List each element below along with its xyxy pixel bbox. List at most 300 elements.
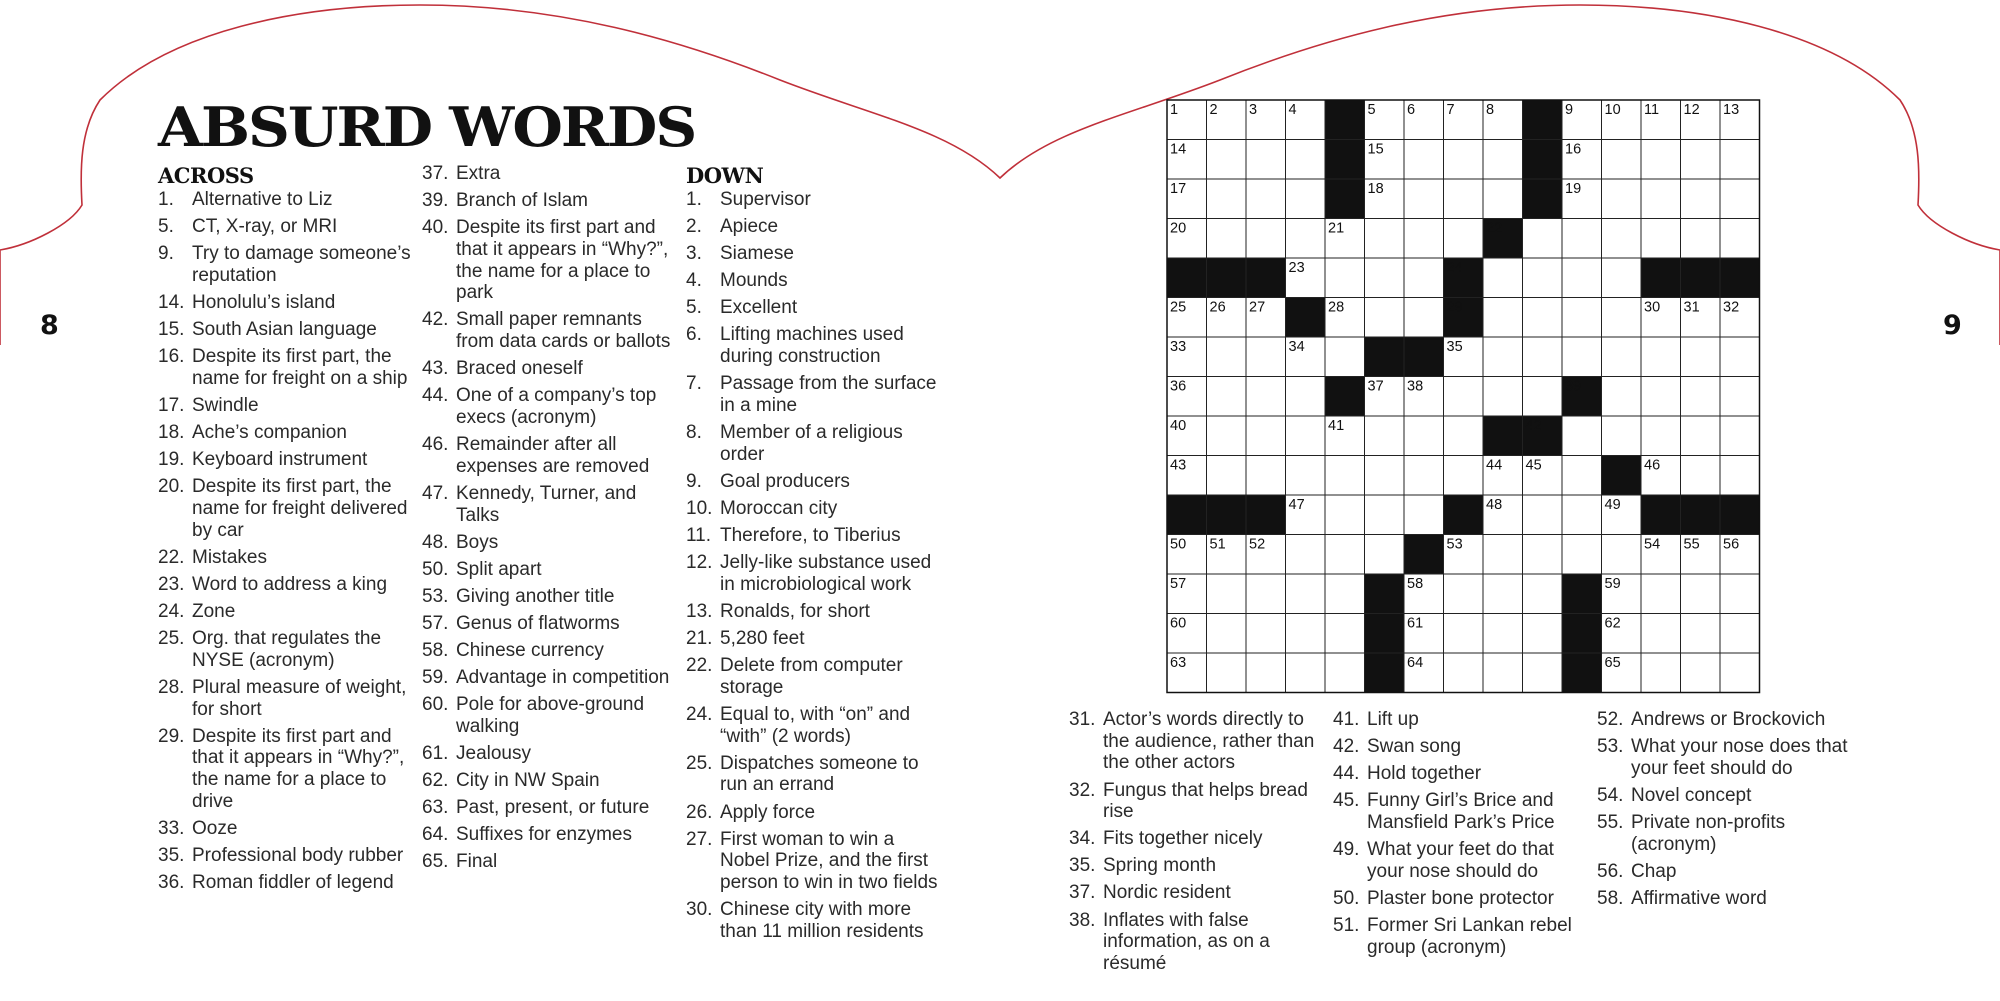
clue-number: 26.: [686, 801, 713, 823]
grid-block: [1720, 258, 1760, 298]
clue-number: 7.: [686, 373, 702, 395]
grid-cell[interactable]: [1444, 377, 1484, 417]
grid-cell[interactable]: [1207, 140, 1247, 180]
across-clue: [422, 797, 682, 819]
cell-number: 3: [1249, 102, 1258, 118]
grid-cell[interactable]: [1286, 219, 1326, 259]
clue-number: 33.: [158, 817, 185, 839]
grid-cell[interactable]: [1246, 614, 1286, 654]
grid-cell[interactable]: [1365, 298, 1405, 338]
grid-cell[interactable]: [1523, 377, 1563, 417]
clue-number: 36.: [158, 872, 185, 894]
grid-cell[interactable]: [1404, 140, 1444, 180]
cell-number: 36: [1170, 378, 1187, 395]
across-column-1: [158, 163, 418, 899]
grid-cell[interactable]: [1365, 416, 1405, 456]
clue-number: 61.: [422, 743, 449, 765]
grid-cell[interactable]: [1483, 653, 1523, 693]
grid-cell[interactable]: [1325, 258, 1365, 298]
clue-number: 48.: [422, 531, 449, 553]
clue-number: 53.: [1597, 736, 1624, 758]
cell-number: 1: [1170, 102, 1179, 118]
grid-cell[interactable]: [1444, 614, 1484, 654]
clue-number: 59.: [422, 667, 449, 689]
grid-cell[interactable]: [1602, 258, 1642, 298]
clue-text: Dispatches someone to run an errand: [720, 752, 919, 796]
grid-cell[interactable]: [1523, 337, 1563, 377]
grid-cell[interactable]: [1207, 456, 1247, 496]
grid-cell[interactable]: [1483, 298, 1523, 338]
down-column-2: [1069, 709, 1329, 980]
clue-text: Therefore, to Tiberius: [720, 525, 901, 547]
grid-cell[interactable]: [1286, 416, 1326, 456]
clue-text: Advantage in competition: [456, 667, 670, 689]
cell-number: 14: [1170, 141, 1187, 158]
grid-cell[interactable]: [1681, 456, 1721, 496]
grid-block: [1641, 495, 1681, 535]
grid-block: [1365, 653, 1405, 693]
grid-cell[interactable]: [1444, 653, 1484, 693]
grid-cell[interactable]: [1365, 495, 1405, 535]
cell-number: 44: [1486, 457, 1503, 474]
grid-cell[interactable]: [1404, 258, 1444, 298]
grid-cell[interactable]: [1720, 614, 1760, 654]
grid-cell[interactable]: [1207, 179, 1247, 219]
clue-text: Remainder after all expenses are removed: [456, 434, 650, 477]
crossword-grid[interactable]: [1166, 99, 1761, 694]
cell-number: 15: [1367, 141, 1384, 158]
clue-text: Fungus that helps bread rise: [1103, 779, 1308, 823]
clue-text: Plural measure of weight, for short: [192, 676, 407, 720]
clue-text: Final: [456, 851, 498, 873]
clue-number: 17.: [158, 394, 185, 416]
grid-cell[interactable]: [1641, 574, 1681, 614]
grid-cell[interactable]: [1641, 377, 1681, 417]
clue-text: Private non-profits (acronym): [1631, 811, 1786, 855]
across-clue: [422, 483, 682, 526]
clue-number: 28.: [158, 676, 185, 698]
grid-block: [1681, 258, 1721, 298]
grid-cell[interactable]: [1246, 377, 1286, 417]
grid-cell[interactable]: [1681, 219, 1721, 259]
clue-text: Funny Girl’s Brice and Mansfield Park’s Price: [1367, 790, 1555, 833]
grid-cell[interactable]: [1286, 179, 1326, 219]
clue-number: 40.: [422, 217, 449, 239]
grid-cell[interactable]: [1562, 535, 1602, 575]
grid-cell[interactable]: [1681, 179, 1721, 219]
down-clue: [686, 270, 946, 292]
across-clue: [158, 872, 418, 894]
cell-number: 34: [1288, 339, 1305, 355]
clue-number: 44.: [1333, 763, 1360, 785]
cell-number: 29: [1446, 299, 1463, 316]
clue-number: 34.: [1069, 828, 1096, 850]
grid-cell[interactable]: [1681, 337, 1721, 377]
cell-number: 5: [1367, 102, 1376, 118]
clue-number: 12.: [686, 552, 713, 574]
down-clue: [686, 753, 946, 796]
grid-cell[interactable]: [1404, 219, 1444, 259]
cell-number: 35: [1446, 339, 1463, 355]
grid-cell[interactable]: [1602, 179, 1642, 219]
grid-cell[interactable]: [1720, 456, 1760, 496]
grid-block: [1246, 495, 1286, 535]
across-clue: [158, 319, 418, 341]
cell-number: 31: [1683, 299, 1700, 316]
grid-cell[interactable]: [1404, 298, 1444, 338]
across-clue: [422, 743, 682, 765]
clue-text: Branch of Islam: [456, 190, 588, 212]
grid-cell[interactable]: [1325, 495, 1365, 535]
grid-cell[interactable]: [1562, 219, 1602, 259]
down-clue: [686, 471, 946, 493]
across-clue: [158, 845, 418, 867]
clue-number: 43.: [422, 358, 449, 380]
grid-cell[interactable]: [1365, 535, 1405, 575]
grid-cell[interactable]: [1286, 140, 1326, 180]
grid-cell[interactable]: [1246, 574, 1286, 614]
clue-number: 58.: [1597, 887, 1624, 909]
grid-cell[interactable]: [1602, 337, 1642, 377]
cell-number: 52: [1249, 536, 1266, 553]
down-clue: [686, 324, 946, 367]
grid-cell[interactable]: [1602, 298, 1642, 338]
cell-number: 22: [1486, 220, 1503, 237]
grid-cell[interactable]: [1602, 377, 1642, 417]
clue-text: Hold together: [1367, 763, 1482, 785]
cell-number: 48: [1486, 497, 1503, 513]
grid-cell[interactable]: [1562, 258, 1602, 298]
across-clue: [158, 818, 418, 840]
grid-cell[interactable]: [1681, 574, 1721, 614]
grid-cell[interactable]: [1246, 653, 1286, 693]
grid-cell[interactable]: [1444, 140, 1484, 180]
grid-cell[interactable]: [1523, 298, 1563, 338]
clue-text: Split apart: [456, 558, 542, 580]
clue-number: 56.: [1597, 860, 1624, 882]
grid-cell[interactable]: [1246, 140, 1286, 180]
clue-text: Honolulu’s island: [192, 291, 336, 313]
clue-text: Former Sri Lankan rebel group (acronym): [1367, 914, 1572, 958]
clue-text: Ache’s companion: [192, 422, 347, 444]
down-clue: [1333, 763, 1593, 785]
grid-cell[interactable]: [1444, 574, 1484, 614]
grid-cell[interactable]: [1483, 535, 1523, 575]
clue-number: 5.: [686, 297, 702, 319]
across-clue: [158, 547, 418, 569]
grid-cell[interactable]: [1246, 337, 1286, 377]
grid-cell[interactable]: [1523, 574, 1563, 614]
grid-cell[interactable]: [1404, 416, 1444, 456]
clue-text: Spring month: [1103, 855, 1217, 877]
grid-cell[interactable]: [1286, 614, 1326, 654]
grid-cell[interactable]: [1720, 416, 1760, 456]
across-clue: [422, 640, 682, 662]
down-clue: [1597, 888, 1857, 910]
grid-block: [1365, 337, 1405, 377]
clue-number: 65.: [422, 851, 449, 873]
grid-block: [1325, 179, 1365, 219]
grid-block: [1641, 258, 1681, 298]
grid-cell[interactable]: [1444, 219, 1484, 259]
across-clue: [158, 189, 418, 211]
down-clue: [1069, 910, 1329, 975]
cell-number: 18: [1367, 181, 1384, 197]
grid-cell[interactable]: [1246, 179, 1286, 219]
across-clue: [422, 694, 682, 737]
grid-cell[interactable]: [1365, 456, 1405, 496]
grid-cell[interactable]: [1720, 179, 1760, 219]
clue-number: 63.: [422, 797, 449, 819]
cell-number: 53: [1446, 536, 1463, 553]
grid-cell[interactable]: [1720, 337, 1760, 377]
grid-cell[interactable]: [1207, 377, 1247, 417]
across-clue: [422, 385, 682, 428]
grid-cell[interactable]: [1523, 258, 1563, 298]
grid-cell[interactable]: [1404, 495, 1444, 535]
clue-text: Mistakes: [192, 546, 267, 568]
clue-text: Equal to, with “on” and “with” (2 words): [720, 703, 911, 747]
clue-number: 23.: [158, 573, 185, 595]
grid-cell[interactable]: [1246, 416, 1286, 456]
clue-text: Despite its first part, the name for freight on a ship: [192, 346, 408, 389]
grid-cell[interactable]: [1207, 337, 1247, 377]
cell-number: 25: [1170, 299, 1187, 316]
grid-cell[interactable]: [1602, 219, 1642, 259]
clue-text: Swan song: [1367, 736, 1462, 758]
down-clue: [686, 829, 946, 894]
grid-block: [1207, 258, 1247, 298]
clue-number: 11.: [686, 525, 712, 547]
grid-cell[interactable]: [1483, 140, 1523, 180]
grid-cell[interactable]: [1286, 456, 1326, 496]
clue-number: 6.: [686, 324, 702, 346]
down-column-3: [1333, 709, 1593, 964]
cell-number: 20: [1170, 220, 1187, 237]
grid-cell[interactable]: [1246, 456, 1286, 496]
clue-number: 41.: [1333, 709, 1360, 730]
grid-cell[interactable]: [1720, 377, 1760, 417]
grid-cell[interactable]: [1444, 456, 1484, 496]
clue-text: Lift up: [1367, 709, 1419, 730]
grid-block: [1562, 653, 1602, 693]
down-clue: [686, 601, 946, 623]
grid-block: [1562, 614, 1602, 654]
clue-text: South Asian language: [192, 319, 377, 341]
cell-number: 42: [1525, 418, 1542, 434]
down-clue: [686, 655, 946, 698]
grid-cell[interactable]: [1325, 337, 1365, 377]
grid-cell[interactable]: [1641, 219, 1681, 259]
cell-number: 33: [1170, 339, 1187, 355]
grid-cell[interactable]: [1641, 614, 1681, 654]
clue-number: 19.: [158, 449, 185, 471]
across-clue: [422, 851, 682, 873]
grid-cell[interactable]: [1681, 614, 1721, 654]
cell-number: 51: [1209, 536, 1226, 553]
down-clue: [686, 498, 946, 520]
cell-number: 43: [1170, 457, 1187, 474]
clue-text: Roman fiddler of legend: [192, 872, 394, 894]
grid-cell[interactable]: [1325, 653, 1365, 693]
grid-cell[interactable]: [1641, 653, 1681, 693]
grid-cell[interactable]: [1720, 653, 1760, 693]
grid-cell[interactable]: [1562, 416, 1602, 456]
grid-cell[interactable]: [1523, 495, 1563, 535]
cell-number: 56: [1723, 536, 1740, 553]
cell-number: 37: [1367, 378, 1384, 395]
grid-cell[interactable]: [1207, 219, 1247, 259]
grid-cell[interactable]: [1246, 219, 1286, 259]
grid-cell[interactable]: [1641, 140, 1681, 180]
down-clue: [1069, 709, 1329, 774]
across-clue: [422, 824, 682, 846]
clue-number: 49.: [1333, 839, 1360, 861]
grid-cell[interactable]: [1207, 614, 1247, 654]
grid-cell[interactable]: [1207, 574, 1247, 614]
down-clue: [1597, 785, 1857, 807]
clue-number: 9.: [686, 470, 702, 492]
clue-number: 15.: [158, 319, 185, 341]
grid-cell[interactable]: [1602, 535, 1642, 575]
clue-text: City in NW Spain: [456, 770, 600, 792]
down-clue: [686, 216, 946, 238]
grid-cell[interactable]: [1207, 653, 1247, 693]
grid-cell[interactable]: [1325, 614, 1365, 654]
clue-number: 25.: [686, 752, 713, 774]
grid-block: [1720, 495, 1760, 535]
grid-cell[interactable]: [1641, 179, 1681, 219]
clue-number: 24.: [686, 703, 713, 725]
cell-number: 55: [1683, 536, 1700, 553]
cell-number: 7: [1446, 102, 1455, 118]
clue-number: 35.: [1069, 855, 1096, 877]
grid-cell[interactable]: [1483, 377, 1523, 417]
clue-text: Small paper remnants from data cards or ballots: [456, 309, 671, 353]
grid-cell[interactable]: [1286, 535, 1326, 575]
across-clue: [422, 770, 682, 792]
grid-cell[interactable]: [1325, 456, 1365, 496]
grid-cell[interactable]: [1562, 337, 1602, 377]
grid-cell[interactable]: [1523, 614, 1563, 654]
grid-cell[interactable]: [1720, 574, 1760, 614]
clue-text: Alternative to Liz: [192, 189, 333, 210]
across-clue: [422, 586, 682, 608]
grid-cell[interactable]: [1286, 377, 1326, 417]
grid-cell[interactable]: [1483, 337, 1523, 377]
clue-text: One of a company’s top execs (acronym): [456, 385, 657, 428]
grid-cell[interactable]: [1286, 653, 1326, 693]
grid-cell[interactable]: [1404, 456, 1444, 496]
grid-block: [1444, 495, 1484, 535]
clue-number: 38.: [1069, 909, 1096, 931]
grid-cell[interactable]: [1681, 416, 1721, 456]
grid-cell[interactable]: [1720, 140, 1760, 180]
grid-cell[interactable]: [1483, 614, 1523, 654]
clue-text: Lifting machines used during construction: [720, 324, 904, 368]
clue-text: Chap: [1631, 860, 1677, 882]
grid-cell[interactable]: [1562, 456, 1602, 496]
grid-cell[interactable]: [1681, 377, 1721, 417]
clue-number: 30.: [686, 899, 713, 921]
grid-cell[interactable]: [1681, 140, 1721, 180]
clue-number: 58.: [422, 640, 449, 662]
grid-cell[interactable]: [1444, 416, 1484, 456]
grid-cell[interactable]: [1641, 337, 1681, 377]
grid-cell[interactable]: [1444, 179, 1484, 219]
grid-cell[interactable]: [1641, 416, 1681, 456]
grid-cell[interactable]: [1325, 535, 1365, 575]
grid-cell[interactable]: [1325, 574, 1365, 614]
down-clue: [1597, 736, 1857, 779]
grid-cell[interactable]: [1720, 219, 1760, 259]
grid-cell[interactable]: [1404, 179, 1444, 219]
clue-text: Nordic resident: [1103, 882, 1231, 904]
grid-cell[interactable]: [1365, 219, 1405, 259]
grid-cell[interactable]: [1562, 495, 1602, 535]
clue-text: Pole for above-ground walking: [456, 694, 645, 737]
clue-text: First woman to win a Nobel Prize, and the first person to win in two fields: [720, 828, 938, 894]
clue-text: Passage from the surface in a mine: [720, 373, 937, 416]
clue-text: Apply force: [720, 801, 816, 823]
grid-cell[interactable]: [1681, 653, 1721, 693]
grid-block: [1562, 574, 1602, 614]
down-clue: [686, 802, 946, 824]
grid-cell[interactable]: [1602, 416, 1642, 456]
clue-number: 13.: [686, 600, 713, 622]
grid-cell[interactable]: [1523, 653, 1563, 693]
cell-number: 32: [1723, 299, 1740, 316]
clue-text: Chinese currency: [456, 640, 604, 662]
cell-number: 61: [1407, 615, 1424, 632]
grid-cell[interactable]: [1483, 574, 1523, 614]
across-clue: [158, 243, 418, 286]
grid-cell[interactable]: [1286, 574, 1326, 614]
grid-cell[interactable]: [1523, 535, 1563, 575]
grid-block: [1483, 416, 1523, 456]
clue-text: Novel concept: [1631, 784, 1752, 806]
down-clue: [1069, 828, 1329, 850]
grid-cell[interactable]: [1365, 258, 1405, 298]
grid-cell[interactable]: [1523, 219, 1563, 259]
grid-cell[interactable]: [1602, 140, 1642, 180]
grid-cell[interactable]: [1483, 179, 1523, 219]
down-clue: [686, 552, 946, 595]
clue-number: 51.: [1333, 914, 1360, 936]
clue-text: Jealousy: [456, 743, 531, 765]
clue-number: 22.: [686, 655, 713, 677]
clue-number: 47.: [422, 482, 449, 504]
clue-text: Chinese city with more than 11 million residents: [720, 899, 924, 942]
clue-text: Mounds: [720, 270, 788, 292]
clue-number: 10.: [686, 497, 713, 519]
across-clue: [158, 216, 418, 238]
clue-text: What your feet do that your nose should do: [1367, 839, 1554, 882]
clue-number: 4.: [686, 270, 702, 292]
cell-number: 23: [1288, 260, 1305, 276]
clue-number: 57.: [422, 612, 449, 634]
grid-cell[interactable]: [1562, 298, 1602, 338]
grid-cell[interactable]: [1207, 416, 1247, 456]
grid-block: [1246, 258, 1286, 298]
cell-number: 10: [1604, 102, 1621, 118]
clue-text: Extra: [456, 163, 501, 184]
clue-number: 53.: [422, 585, 449, 607]
clue-text: Giving another title: [456, 585, 615, 607]
grid-cell[interactable]: [1483, 258, 1523, 298]
clue-text: Actor’s words directly to the audience, rather than the other actors: [1103, 709, 1315, 774]
down-clue: [1069, 855, 1329, 877]
